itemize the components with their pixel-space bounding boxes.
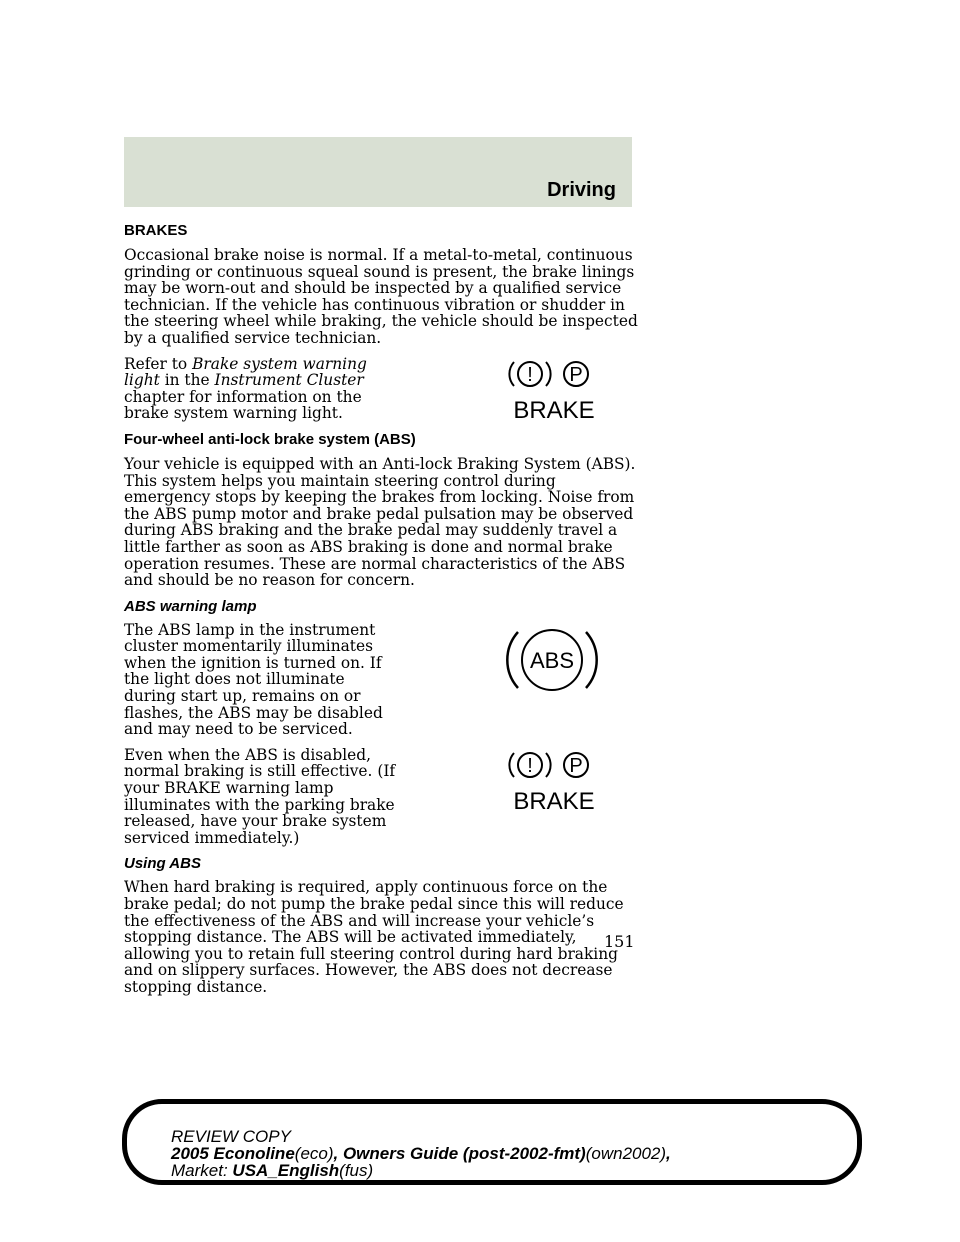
footer-guide-line: 2005 Econoline(eco), Owners Guide (post-2002-fmt)(own2002),	[171, 1144, 671, 1163]
abs-paragraph: Your vehicle is equipped with an Anti-lock Braking System (ABS). This system helps you maintain steering control during emergency stops by keeping the brakes from locking. Noise from the ABS pump motor and brake pedal pulsation may be observed during ABS braking and the brake pedal may suddenly travel a little farther as soon as ABS braking is done and normal brake operation resumes. These are normal characteristics of the ABS and should be no reason for concern.	[124, 454, 636, 590]
brake-refer-paragraph: Refer to Brake system warning light in the Instrument Cluster chapter for information on the brake system warning light.	[124, 354, 367, 423]
abs-warning-icon	[504, 622, 604, 708]
footer-market-line: Market: USA_English(fus)	[171, 1161, 374, 1180]
abs-glyph: ABS	[529, 647, 575, 673]
chapter-title: Driving	[547, 179, 616, 201]
brake-label: BRAKE	[513, 396, 595, 424]
brakes-heading: BRAKES	[124, 222, 188, 239]
brake-warning-icon	[504, 356, 604, 426]
chapter-header	[124, 137, 632, 207]
brake-warning-figure	[404, 356, 644, 426]
brake-warning-figure-2	[404, 747, 644, 827]
footer-text	[171, 1128, 671, 1179]
page-number: 151	[604, 932, 635, 951]
brake-warning-icon-2	[504, 747, 604, 817]
brake-p-glyph: P	[569, 363, 583, 386]
using-abs-paragraph: When hard braking is required, apply continuous force on the brake pedal; do not pump the brake pedal since this will reduce the effectiveness of the ABS and will increase your vehicle’s stopping distance. The ABS will be activated immediately, allowing you to retain full steering control during hard braking and on slippery surfaces. However, the ABS does not decrease stopping distance.	[124, 878, 624, 996]
page-content	[124, 222, 644, 1005]
brakes-paragraph: Occasional brake noise is normal. If a metal-to-metal, continuous grinding or continuous squeal sound is present, the brake linings may be worn-out and should be inspected by a qualified service technician. If the vehicle has continuous vibration or shudder in the steering wheel while braking, the vehicle should be inspected by a qualified service technician.	[124, 246, 638, 347]
review-copy-footer	[122, 1099, 862, 1185]
abs-lamp-heading: ABS warning lamp	[124, 597, 257, 615]
abs-disabled-paragraph: Even when the ABS is disabled, normal braking is still effective. (If your BRAKE warning lamp illuminates with the parking brake released, have your brake system serviced immediately.)	[124, 745, 396, 847]
abs-lamp-paragraph: The ABS lamp in the instrument cluster momentarily illuminates when the ignition is turned on. If the light does not illuminate during start up, remains on or flashes, the ABS may be disabled and may need to be serviced.	[124, 620, 383, 739]
using-abs-heading: Using ABS	[124, 855, 201, 873]
svg-text:BRAKE: BRAKE	[513, 787, 595, 815]
brake-exclaim-glyph: !	[527, 363, 533, 386]
svg-text:P: P	[569, 754, 583, 777]
svg-text:!: !	[527, 754, 533, 777]
review-copy-label: REVIEW COPY	[171, 1127, 291, 1146]
abs-warning-figure	[404, 622, 644, 708]
abs-heading: Four-wheel anti-lock brake system (ABS)	[124, 430, 416, 448]
